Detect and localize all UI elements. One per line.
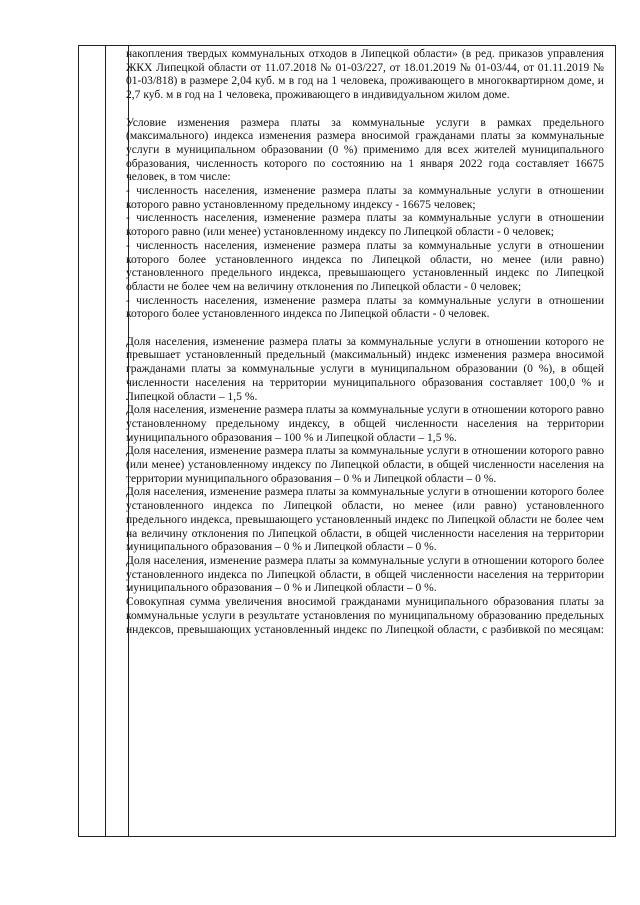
list-item: - численность населения, изменение размера платы за коммунальные услуги в отношении которого равно (или менее) установленному индексу по Липецкой области - 0 человек; (126, 212, 604, 239)
paragraph-total: Совокупная сумма увеличения вносимой гражданами муниципального образования платы за коммунальные услуги в результате установления по муниципальному образованию предельных индексов, превышающих установленный индекс по Липецкой области, с разбивкой по месяцам: (126, 596, 604, 636)
list-item: - численность населения, изменение размера платы за коммунальные услуги в отношении которого равно установленному предельному индексу - 16675 человек; (126, 185, 604, 211)
paragraph-share: Доля населения, изменение размера платы за коммунальные услуги в отношении которого не превышает установленный предельный (максимальный) индекс изменения размера вносимой гражданами платы за коммунальные услуги в муниципальном образовании (0 %), в общей численности населения на территории муниципального образования составляет 100,0 % и Липецкой области – 1,5 %. (126, 335, 604, 403)
paragraph-share: Доля населения, изменение размера платы за коммунальные услуги в отношении которого равно установленному предельному индексу, в общей численности населения на территории муниципального образования – 100 % и Липецкой области – 1,5 %. (126, 404, 604, 444)
paragraph-intro: накопления твердых коммунальных отходов в Липецкой области» (в ред. приказов управления ЖКХ Липецкой области от 11.07.2018 № 01-03/227, от 18.01.2019 № 01-03/44, от 01.11.2019 № 01-03/818) в размере 2,04 куб. м в год на 1 человека, проживающего в многоквартирном доме, и 2,7 куб. м в год на 1 человека, проживающего в индивидуальном жилом доме. (126, 48, 604, 102)
paragraph-share: Доля населения, изменение размера платы за коммунальные услуги в отношении которого равно (или менее) установленному индексу по Липецкой области, в общей численности населения на территории муниципального образования – 0 % и Липецкой области – 0 %. (126, 445, 604, 485)
list-item: - численность населения, изменение размера платы за коммунальные услуги в отношении которого более установленного индекса по Липецкой области - 0 человек. (126, 294, 604, 321)
table-column-divider (105, 46, 106, 836)
paragraph-share: Доля населения, изменение размера платы за коммунальные услуги в отношении которого более установленного индекса по Липецкой области, но менее (или равно) установленного предельного индекса, превышающего установленный индекс по Липецкой области не более чем на величину отклонения по Липецкой области, в общей численности населения на территории муниципального образования – 0 % и Липецкой области – 0 %. (126, 486, 604, 554)
list-item: - численность населения, изменение размера платы за коммунальные услуги в отношении которого более установленного индекса по Липецкой области, но менее (или равно) установленного предельного индекса, превышающего установленный индекс по Липецкой области не более чем на величину отклонения по Липецкой области - 0 человек; (126, 239, 604, 293)
paragraph-condition: Условие изменения размера платы за коммунальные услуги в рамках предельного (максимального) индекса изменения размера вносимой гражданами платы за коммунальные услуги в муниципальном образовании (0 %) применимо для всех жителей муниципального образования, численность которого по состоянию на 1 января 2022 года составляет 16675 человек, в том числе: (126, 116, 604, 184)
table-content-cell (126, 48, 604, 637)
paragraph-share: Доля населения, изменение размера платы за коммунальные услуги в отношении которого более установленного индекса по Липецкой области, в общей численности населения на территории муниципального образования – 0 % и Липецкой области – 0 %. (126, 554, 604, 595)
